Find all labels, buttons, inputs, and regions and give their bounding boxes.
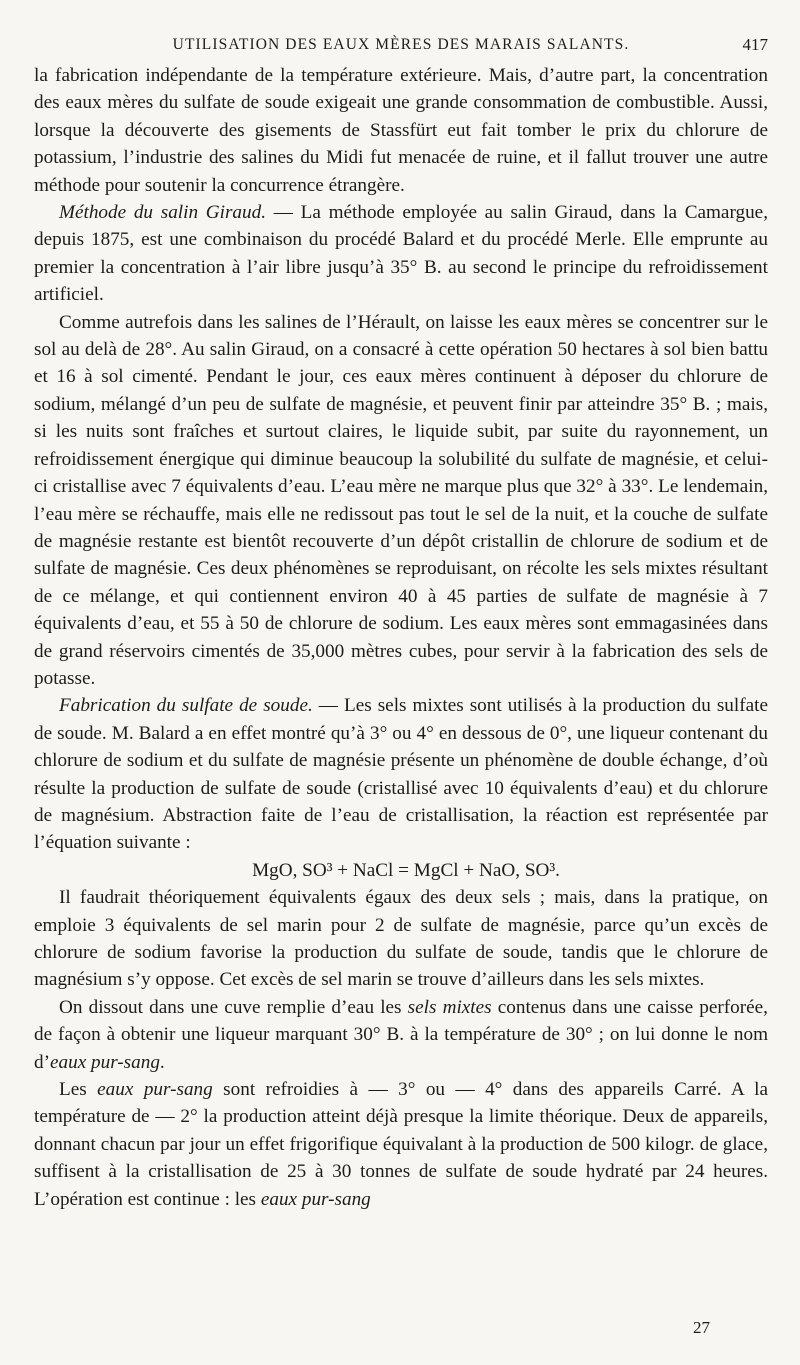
text-run: MgO, SO³ + NaCl = MgCl + NaO, SO³.: [252, 859, 560, 881]
text-run: Il faudrait théoriquement équivalents égaux des deux sels ; mais, dans la pratique, on emploie 3 équivalents de sel marin pour 2 de sulfate de magnésie, parce qu’un excès de chlorure de sodium favorise la production du sulfate de soude, tandis que le chlorure de magnésium s’y oppose. Cet excès de sel marin se trouve d’ailleurs dans les sels mixtes.: [34, 887, 768, 991]
paragraph: [34, 994, 768, 1076]
text-run: sont refroidies à — 3° ou — 4° dans des appareils Carré. A la température de — 2° la production atteint déjà presque la limite théorique. Deux de appareils, donnant chacun par jour un effet frigorifique équivalant à la production de 500 kilogr. de glace, suffisent à la cristallisation de 25 à 30 tonnes de sulfate de soude hydraté par 24 heures. L’opération est continue : les: [34, 1079, 768, 1210]
running-title: UTILISATION DES EAUX MÈRES DES MARAIS SALANTS.: [172, 36, 630, 53]
running-header: [34, 30, 768, 60]
italic-text: eaux pur-sang: [49, 1051, 160, 1073]
italic-text: eaux pur-sang: [97, 1079, 213, 1101]
text-run: la fabrication indépendante de la température extérieure. Mais, d’autre part, la concentration des eaux mères du sulfate de soude exigeait une grande consommation de combustible. Aussi, lorsque la découverte des gisements de Stassfürt eut fait tomber le prix du chlorure de potassium, l’industrie des salines du Midi fut menacée de ruine, et il fallut trouver une autre méthode pour soutenir la concurrence étrangère.: [34, 65, 768, 196]
equation: [34, 857, 768, 884]
italic-text: Méthode du salin Giraud.: [59, 202, 267, 224]
italic-text: eaux pur-sang: [260, 1188, 371, 1210]
text-run: .: [159, 1051, 165, 1073]
text-run: — La méthode employée au salin Giraud, dans la Camargue, depuis 1875, est une combinaison du procédé Balard et du procédé Merle. Elle emprunte au premier la concentration à l’air libre jusqu’à 35° B. au second le principe du refroidissement artificiel.: [34, 202, 768, 306]
paragraph: [34, 309, 768, 693]
body-text: [34, 62, 768, 1213]
text-run: Les: [59, 1079, 98, 1101]
text-run: contenus dans une caisse perforée, de façon à obtenir une liqueur marquant 30° B. à la température de 30° ; on lui donne le nom d’: [34, 996, 768, 1073]
text-run: — Les sels mixtes sont utilisés à la production du sulfate de soude. M. Balard a en effet montré qu’à 3° ou 4° en dessous de 0°, une liqueur contenant du chlorure de sodium et du sulfate de magnésie présente un phénomène de double échange, d’où résulte la production de sulfate de soude (cristallisé avec 10 équivalents d’eau) et du chlorure de magnésium. Abstraction faite de l’eau de cristallisation, la réaction est représentée par l’équation suivante :: [34, 695, 768, 854]
paragraph: [34, 884, 768, 994]
signature-mark: 27: [693, 1318, 710, 1337]
paragraph: [34, 62, 768, 199]
italic-text: sels mixtes: [407, 996, 492, 1018]
paragraph: [34, 692, 768, 856]
text-run: Comme autrefois dans les salines de l’Hérault, on laisse les eaux mères se concentrer sur le sol au delà de 28°. Au salin Giraud, on a consacré à cette opération 50 hectares à sol bien battu et 16 à sol cimenté. Pendant le jour, ces eaux mères continuent à déposer du chlorure de sodium, mélangé d’un peu de sulfate de magnésie, et peuvent finir par atteindre 35° B. ; mais, si les nuits sont fraîches et surtout claires, le liquide subit, par suite du rayonnement, un refroidissement énergique qui diminue beaucoup la solubilité du sulfate de magnésie, et celui-ci cristallise avec 7 équivalents d’eau. L’eau mère ne marque plus que 32° à 33°. Le lendemain, l’eau mère se réchauffe, mais elle ne redissout pas tout le sel de la nuit, et la couche de sulfate de magnésie restante est bientôt recouverte d’un dépôt cristallin de chlorure de sodium et de sulfate de magnésie. Ces deux phénomènes se reproduisant, on récolte les sels mixtes résultant de ce mélange, et qui contiennent environ 40 à 45 parties de sulfate de magnésie à 7 équivalents d’eau, et 55 à 50 de chlorure de sodium. Les eaux mères sont emmagasinées dans de grand réservoirs cimentés de 35,000 mètres cubes, pour servir à la fabrication des sels de potasse.: [34, 311, 768, 689]
paragraph: [34, 1076, 768, 1213]
text-run: On dissout dans une cuve remplie d’eau les: [59, 996, 408, 1018]
paragraph: [34, 199, 768, 309]
page-number: 417: [742, 35, 768, 54]
italic-text: Fabrication du sulfate de soude.: [59, 695, 313, 717]
